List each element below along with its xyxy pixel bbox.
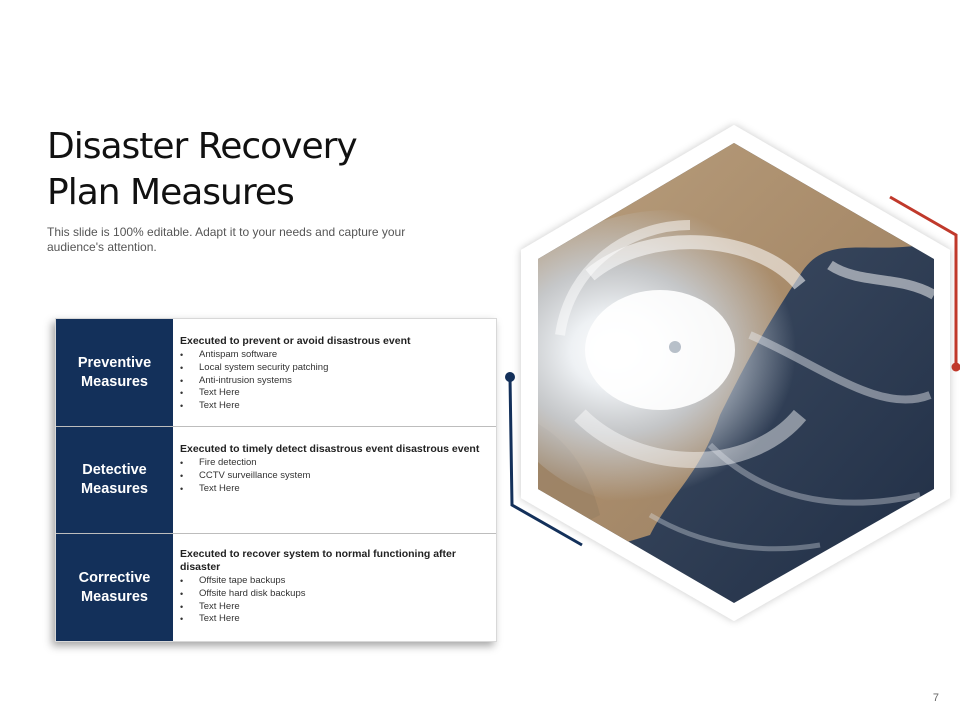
list-item: • CCTV surveillance system [180,470,490,483]
slide-title [47,124,467,216]
list-item: • Offsite hard disk backups [180,588,490,601]
red-accent-dot [952,363,960,372]
list-item: • Fire detection [180,457,490,470]
list-item: • Text Here [180,613,490,626]
measure-heading: Executed to timely detect disastrous event disastrous event [180,443,480,455]
measure-row-detective [56,427,496,534]
title-line-2: Plan Measures [47,172,294,213]
list-item: • Local system security patching [180,362,490,375]
measure-heading: Executed to prevent or avoid disastrous event [180,335,411,347]
hurricane-hexagon-graphic [500,115,960,635]
measure-heading: Executed to recover system to normal functioning after disaster [180,548,456,573]
measure-content-preventive [180,335,490,413]
measure-row-preventive [56,319,496,427]
slide-subtitle: This slide is 100% editable. Adapt it to your needs and capture your audience's attention. [47,225,406,254]
list-item: • Text Here [180,601,490,614]
measure-label-detective: Detective Measures [56,427,173,533]
page-number: 7 [932,692,939,704]
measure-list [180,349,490,413]
list-item: • Text Here [180,387,490,400]
title-line-1: Disaster Recovery [47,126,357,167]
list-item: • Text Here [180,483,490,496]
hurricane-photo [500,115,960,635]
hurricane-image [500,115,960,635]
measure-list [180,457,490,495]
list-item: • Antispam software [180,349,490,362]
measure-label-preventive: Preventive Measures [56,319,173,426]
measure-content-corrective [180,548,490,626]
list-item: • Text Here [180,400,490,413]
list-item: • Offsite tape backups [180,575,490,588]
measure-content-detective [180,443,490,495]
navy-accent-dot [505,372,515,382]
measure-row-corrective [56,534,496,641]
measures-table [55,318,497,642]
measure-list [180,575,490,626]
measure-label-corrective: Corrective Measures [56,534,173,641]
list-item: • Anti-intrusion systems [180,375,490,388]
